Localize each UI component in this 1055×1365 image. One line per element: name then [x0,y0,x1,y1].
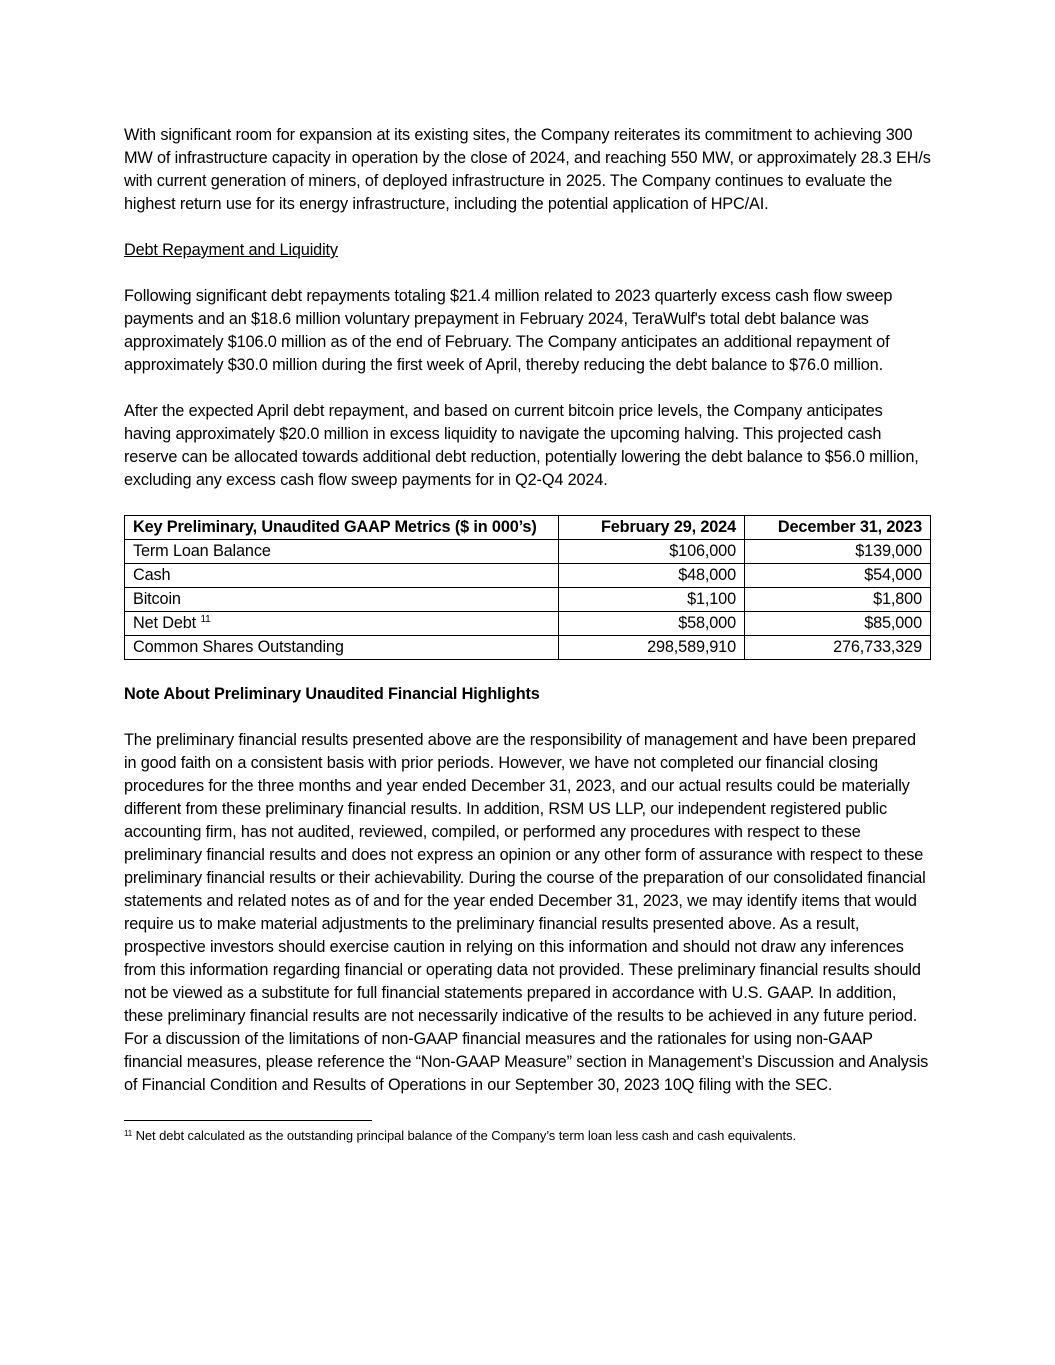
expansion-paragraph: With significant room for expansion at its existing sites, the Company reiterates its commitment to achieving 300 MW of infrastructure capacity in operation by the close of 2024, and reaching 550 MW, or approximately 28.3 EH/s with current generation of miners, of deployed infrastructure in 2025. The Company continues to evaluate the highest return use for its energy infrastructure, including the potential application of HPC/AI. [124,126,931,213]
document-page [124,124,932,1145]
table-row [125,612,931,636]
debt-paragraph-1: Following significant debt repayments totaling $21.4 million related to 2023 quarterly excess cash flow sweep payments and an $18.6 million voluntary prepayment in February 2024, TeraWulf's total debt balance was approximately $106.0 million as of the end of February. The Company anticipates an additional repayment of approximately $30.0 million during the first week of April, thereby reducing the debt balance to $76.0 million. [124,287,893,374]
row-dec-value: $54,000 [745,564,931,588]
table-row [125,636,931,660]
row-feb-value: 298,589,910 [559,636,745,660]
footnote-divider [124,1120,372,1121]
row-label: Common Shares Outstanding [125,636,559,660]
footnote [124,1127,932,1145]
debt-section-heading: Debt Repayment and Liquidity [124,241,338,259]
row-label: Net Debt [133,614,201,632]
row-dec-value: $1,800 [745,588,931,612]
row-label: Term Loan Balance [125,540,559,564]
row-label: Cash [125,564,559,588]
footnote-ref-11[interactable]: 11 [200,614,211,625]
header-metric: Key Preliminary, Unaudited GAAP Metrics ($ in 000’s) [125,516,559,540]
row-label-cell [125,612,559,636]
row-dec-value: $139,000 [745,540,931,564]
row-feb-value: $58,000 [559,612,745,636]
footnote-text: Net debt calculated as the outstanding principal balance of the Company’s term loan less cash and cash equivalents. [132,1128,796,1143]
header-feb-2024: February 29, 2024 [559,516,745,540]
metrics-table [124,515,931,660]
table-header-row [125,516,931,540]
row-dec-value: 276,733,329 [745,636,931,660]
header-dec-2023: December 31, 2023 [745,516,931,540]
row-feb-value: $106,000 [559,540,745,564]
note-paragraph: The preliminary financial results presented above are the responsibility of management and have been prepared in good faith on a consistent basis with prior periods. However, we have not completed our financial closing procedures for the three months and year ended December 31, 2023, and our actual results could be materially different from these preliminary financial results. In addition, RSM US LLP, our independent registered public accounting firm, has not audited, reviewed, compiled, or performed any procedures with respect to these preliminary financial results and does not express an opinion or any other form of assurance with respect to these preliminary financial results or their achievability. During the course of the preparation of our consolidated financial statements and related notes as of and for the year ended December 31, 2023, we may identify items that would require us to make material adjustments to the preliminary financial results presented above. As a result, prospective investors should exercise caution in relying on this information and should not draw any inferences from this information regarding financial or operating data not provided. These preliminary financial results should not be viewed as a substitute for full financial statements prepared in accordance with U.S. GAAP. In addition, these preliminary financial results are not necessarily indicative of the results to be achieved in any future period. For a discussion of the limitations of non-GAAP financial measures and the rationales for using non-GAAP financial measures, please reference the “Non-GAAP Measure” section in Management’s Discussion and Analysis of Financial Condition and Results of Operations in our September 30, 2023 10Q filing with the SEC. [124,731,929,1094]
table-row [125,540,931,564]
row-feb-value: $1,100 [559,588,745,612]
table-row [125,564,931,588]
table-row [125,588,931,612]
note-section-heading: Note About Preliminary Unaudited Financial Highlights [124,685,540,703]
debt-paragraph-2: After the expected April debt repayment, and based on current bitcoin price levels, the Company anticipates having approximately $20.0 million in excess liquidity to navigate the upcoming halving. This projected cash reserve can be allocated towards additional debt reduction, potentially lowering the debt balance to $56.0 million, excluding any excess cash flow sweep payments for in Q2-Q4 2024. [124,402,919,489]
footnote-number: 11 [124,1129,133,1138]
row-label: Bitcoin [125,588,559,612]
row-feb-value: $48,000 [559,564,745,588]
row-dec-value: $85,000 [745,612,931,636]
